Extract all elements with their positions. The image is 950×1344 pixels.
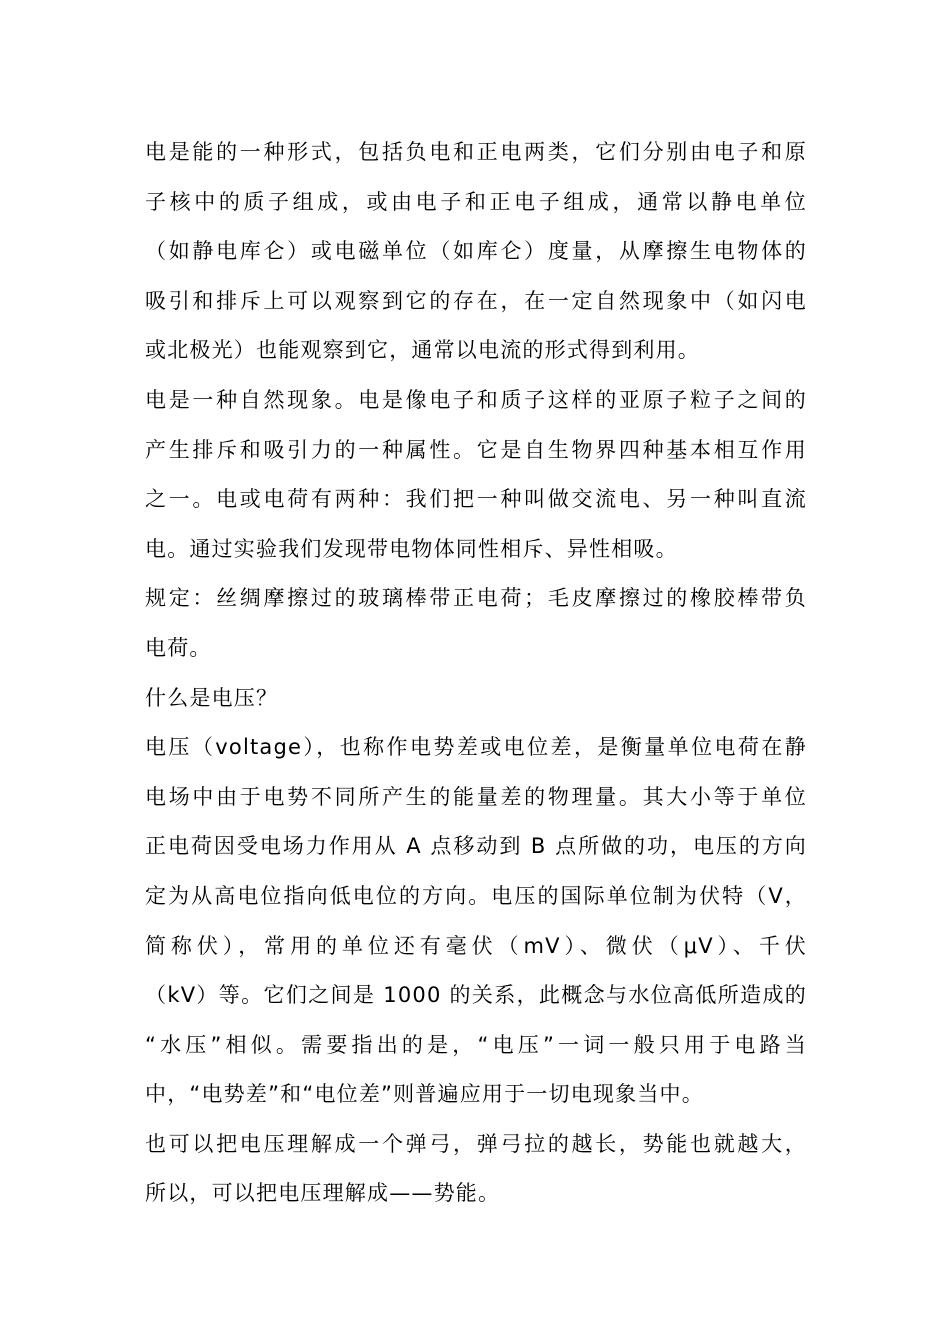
text-line: 之一。电或电荷有两种：我们把一种叫做交流电、另一种叫直流 [145, 487, 807, 512]
text-line: 所以，可以把电压理解成——势能。 [145, 1181, 501, 1206]
text-line: 电场中由于电势不同所产生的能量差的物理量。其大小等于单位 [145, 784, 807, 809]
text-line: 电是一种自然现象。电是像电子和质子这样的亚原子粒子之间的 [145, 387, 807, 412]
text-line: 也可以把电压理解成一个弹弓，弹弓拉的越长，势能也就越大， [145, 1131, 807, 1156]
section-question: 什么是电压？ [145, 685, 279, 710]
text-line: 电压（voltage），也称作电势差或电位差，是衡量单位电荷在静 [145, 735, 807, 760]
text-line: 产生排斥和吸引力的一种属性。它是自生物界四种基本相互作用 [145, 437, 807, 462]
text-line: 子核中的质子组成，或由电子和正电子组成，通常以静电单位 [145, 189, 807, 214]
text-line: （kV）等。它们之间是 1000 的关系，此概念与水位高低所造成的 [145, 983, 807, 1008]
text-line: 规定：丝绸摩擦过的玻璃棒带正电荷；毛皮摩擦过的橡胶棒带负 [145, 586, 807, 611]
text-line: （如静电库仑）或电磁单位（如库仑）度量，从摩擦生电物体的 [145, 239, 807, 264]
text-line: 简称伏），常用的单位还有毫伏（mV）、微伏（μV）、千伏 [145, 933, 807, 958]
text-line: 或北极光）也能观察到它，通常以电流的形式得到利用。 [145, 338, 700, 363]
text-line: 电。通过实验我们发现带电物体同性相斥、异性相吸。 [145, 536, 678, 561]
text-line: 正电荷因受电场力作用从 A 点移动到 B 点所做的功，电压的方向 [145, 834, 807, 859]
document-body [145, 128, 807, 1219]
text-line: 吸引和排斥上可以观察到它的存在，在一定自然现象中（如闪电 [145, 288, 807, 313]
text-line: 电荷。 [145, 635, 212, 660]
text-line: 电是能的一种形式，包括负电和正电两类，它们分别由电子和原 [145, 140, 807, 164]
text-line: 中，“电势差”和“电位差”则普遍应用于一切电现象当中。 [145, 1082, 704, 1107]
text-line: “水压”相似。需要指出的是，“电压”一词一般只用于电路当 [145, 1032, 807, 1057]
text-line: 定为从高电位指向低电位的方向。电压的国际单位制为伏特（V， [145, 883, 807, 908]
